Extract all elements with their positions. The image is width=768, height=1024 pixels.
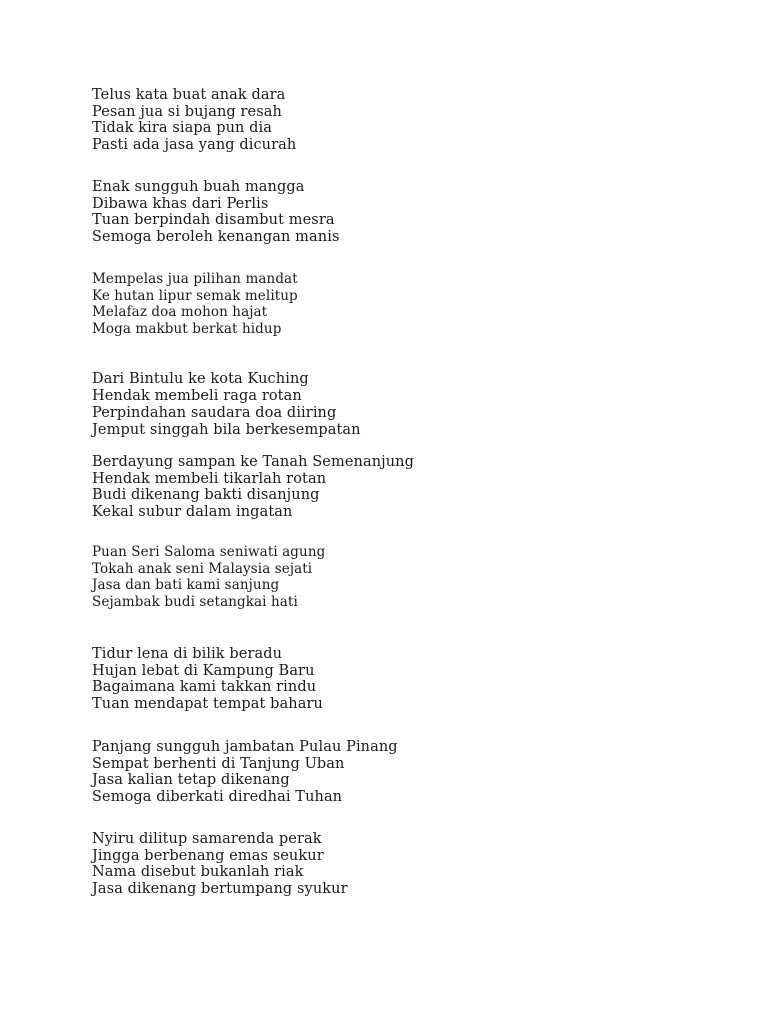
stanza-line: Mempelas jua pilihan mandat xyxy=(92,271,298,287)
stanza-line: Tuan mendapat tempat baharu xyxy=(92,695,323,712)
stanza-line: Semoga diberkati diredhai Tuhan xyxy=(92,788,343,805)
stanza-line: Tuan berpindah disambut mesra xyxy=(92,212,335,228)
stanza-line: Pesan jua si bujang resah xyxy=(92,103,282,120)
stanza-line: Bagaimana kami takkan rindu xyxy=(92,679,317,695)
stanza-1 xyxy=(92,87,296,153)
stanza-line: Hujan lebat di Kampung Baru xyxy=(92,662,315,679)
stanza-line: Kekal subur dalam ingatan xyxy=(92,503,293,520)
stanza-line: Pasti ada jasa yang dicurah xyxy=(92,136,297,153)
stanza-line: Tidur lena di bilik beradu xyxy=(92,646,283,662)
stanza-line: Hendak membeli tikarlah rotan xyxy=(92,470,327,487)
stanza-line: Tokah anak seni Malaysia sejati xyxy=(92,560,313,577)
stanza-line: Ke hutan lipur semak melitup xyxy=(92,287,298,304)
stanza-line: Jasa kalian tetap dikenang xyxy=(92,772,290,788)
stanza-line: Hendak membeli raga rotan xyxy=(92,388,302,404)
stanza-line: Sempat berhenti di Tanjung Uban xyxy=(92,755,345,772)
stanza-line: Semoga beroleh kenangan manis xyxy=(92,228,340,245)
stanza-6 xyxy=(92,544,325,610)
stanza-7 xyxy=(92,646,323,712)
stanza-line: Jasa dan bati kami sanjung xyxy=(92,577,280,593)
stanza-5 xyxy=(92,454,414,520)
stanza-line: Dibawa khas dari Perlis xyxy=(92,195,269,212)
stanza-line: Nama disebut bukanlah riak xyxy=(92,864,304,880)
stanza-4 xyxy=(92,371,361,439)
stanza-line: Sejambak budi setangkai hati xyxy=(92,593,298,610)
stanza-line: Enak sungguh buah mangga xyxy=(92,179,305,195)
stanza-line: Berdayung sampan ke Tanah Semenanjung xyxy=(92,454,414,470)
stanza-line: Jemput singgah bila berkesempatan xyxy=(92,422,361,438)
stanza-line: Jingga berbenang emas seukur xyxy=(92,847,324,864)
stanza-9 xyxy=(92,831,348,897)
stanza-line: Dari Bintulu ke kota Kuching xyxy=(92,371,309,387)
stanza-line: Puan Seri Saloma seniwati agung xyxy=(92,544,326,560)
stanza-line: Moga makbut berkat hidup xyxy=(92,320,282,337)
stanza-line: Melafaz doa mohon hajat xyxy=(92,304,268,320)
stanza-8 xyxy=(92,739,398,805)
stanza-line: Budi dikenang bakti disanjung xyxy=(92,487,320,503)
stanza-line: Panjang sungguh jambatan Pulau Pinang xyxy=(92,739,398,755)
stanza-line: Perpindahan saudara doa diiring xyxy=(92,405,337,421)
stanza-3 xyxy=(92,271,298,337)
stanza-2 xyxy=(92,179,340,245)
stanza-line: Tidak kira siapa pun dia xyxy=(92,120,273,136)
stanza-line: Telus kata buat anak dara xyxy=(92,87,286,103)
stanza-line: Jasa dikenang bertumpang syukur xyxy=(92,880,348,897)
stanza-line: Nyiru dilitup samarenda perak xyxy=(92,831,322,847)
